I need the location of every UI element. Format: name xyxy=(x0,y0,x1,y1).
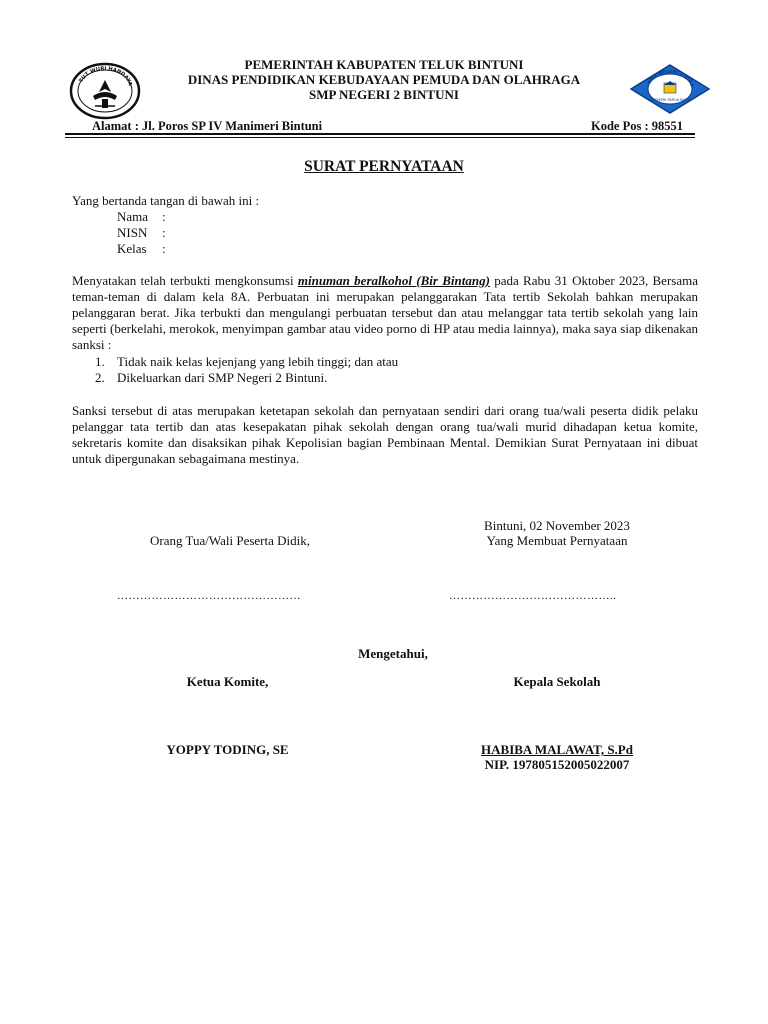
school-emblem-logo xyxy=(630,64,710,114)
letterhead xyxy=(150,57,618,102)
sanction-number: 2. xyxy=(95,370,105,385)
principal-role: Kepala Sekolah xyxy=(513,674,601,689)
closing-paragraph: Sanksi tersebut di atas merupakan ketetapan sekolah dan pernyataan sendiri dari orang tua/wali peserta didik pelaku pelanggar tata tertib dan atas kesepakatan pihak sekolah dengan orang tua/wali murid dihadapan ketua komite, sekretaris komite dan disaksikan pihak Kepolisian bagian Pembinaan Mental. Demikian Surat Pernyataan ini dibuat untuk dipergunakan sebagaimana mestinya. xyxy=(72,403,698,466)
committee-name: YOPPY TODING, SE xyxy=(166,742,289,757)
tut-wuri-handayani-logo xyxy=(69,62,141,120)
school-address: Alamat : Jl. Poros SP IV Manimeri Bintuni xyxy=(92,119,323,133)
identity-sep: : xyxy=(162,241,166,256)
logo-right-region: MANIMERI PAPUA BARAT xyxy=(648,98,692,102)
sanction-item xyxy=(95,354,398,370)
identity-row-class xyxy=(117,241,166,257)
principal-name: HABIBA MALAWAT, S.Pd xyxy=(481,742,633,757)
statement-emphasis: minuman beralkohol (Bir Bintang) xyxy=(297,273,490,288)
statement-post: pada Rabu 31 Oktober 2023, Bersama teman-teman di dalam kela 8A. Perbuatan ini merupakan pelanggarakan Tata tertib Sekolah bahkan merupakan pelanggaran berat. Jika terbukti dan mengulangi perbuatan tersebut dan atau melanggar tata tertib sekolah yang lain seperti (berkelahi, merokok, menyimpan gambar atau video porno di HP atau media lainnya), maka saya siap dikenakan sanksi : xyxy=(72,273,698,352)
identity-label-class: Kelas xyxy=(117,241,147,256)
identity-label-name: Nama xyxy=(117,209,149,224)
document-title xyxy=(0,158,768,176)
letterhead-rule-thick xyxy=(65,133,695,135)
statement-pre: Menyatakan telah terbukti mengkonsumsi xyxy=(72,273,298,288)
principal-name-block xyxy=(440,742,674,758)
logo-left-motto: TUT WURI HANDAYA xyxy=(78,65,133,87)
identity-sep: : xyxy=(162,209,166,224)
place-date: Bintuni, 02 November 2023 xyxy=(484,518,630,533)
sanction-item xyxy=(95,370,327,386)
document-title-text: SURAT PERNYATAAN xyxy=(304,158,464,175)
letterhead-government: PEMERINTAH KABUPATEN TELUK BINTUNI xyxy=(244,57,524,72)
principal-nip: NIP. 197805152005022007 xyxy=(484,757,630,772)
letterhead-school: SMP NEGERI 2 BINTUNI xyxy=(309,87,459,102)
declarant-signature-line: …………………………………….. xyxy=(449,590,617,602)
sanction-text: Dikeluarkan dari SMP Negeri 2 Bintuni. xyxy=(117,370,328,385)
committee-role: Ketua Komite, xyxy=(186,674,269,689)
sanction-text: Tidak naik kelas kejenjang yang lebih tinggi; dan atau xyxy=(117,354,399,369)
letterhead-rule-thin xyxy=(65,137,695,138)
declarant-role: Yang Membuat Pernyataan xyxy=(486,533,628,548)
statement-paragraph xyxy=(72,273,698,353)
parent-signature-line: ………………………………………… xyxy=(117,590,301,602)
sanction-number: 1. xyxy=(95,354,105,369)
acknowledgement-label: Mengetahui, xyxy=(358,646,428,661)
intro-text: Yang bertanda tangan di bawah ini : xyxy=(72,193,260,208)
identity-row-name xyxy=(117,209,166,225)
letterhead-department: DINAS PENDIDIKAN KEBUDAYAAN PEMUDA DAN OLAHRAGA xyxy=(187,72,581,87)
identity-row-nisn xyxy=(117,225,166,241)
identity-sep: : xyxy=(162,225,166,240)
logo-right-school-name: SMP NEGERI 2 BINT xyxy=(647,69,694,87)
postal-code: Kode Pos : 98551 xyxy=(591,119,684,133)
identity-label-nisn: NISN xyxy=(117,225,148,240)
parent-role: Orang Tua/Wali Peserta Didik, xyxy=(150,533,310,548)
